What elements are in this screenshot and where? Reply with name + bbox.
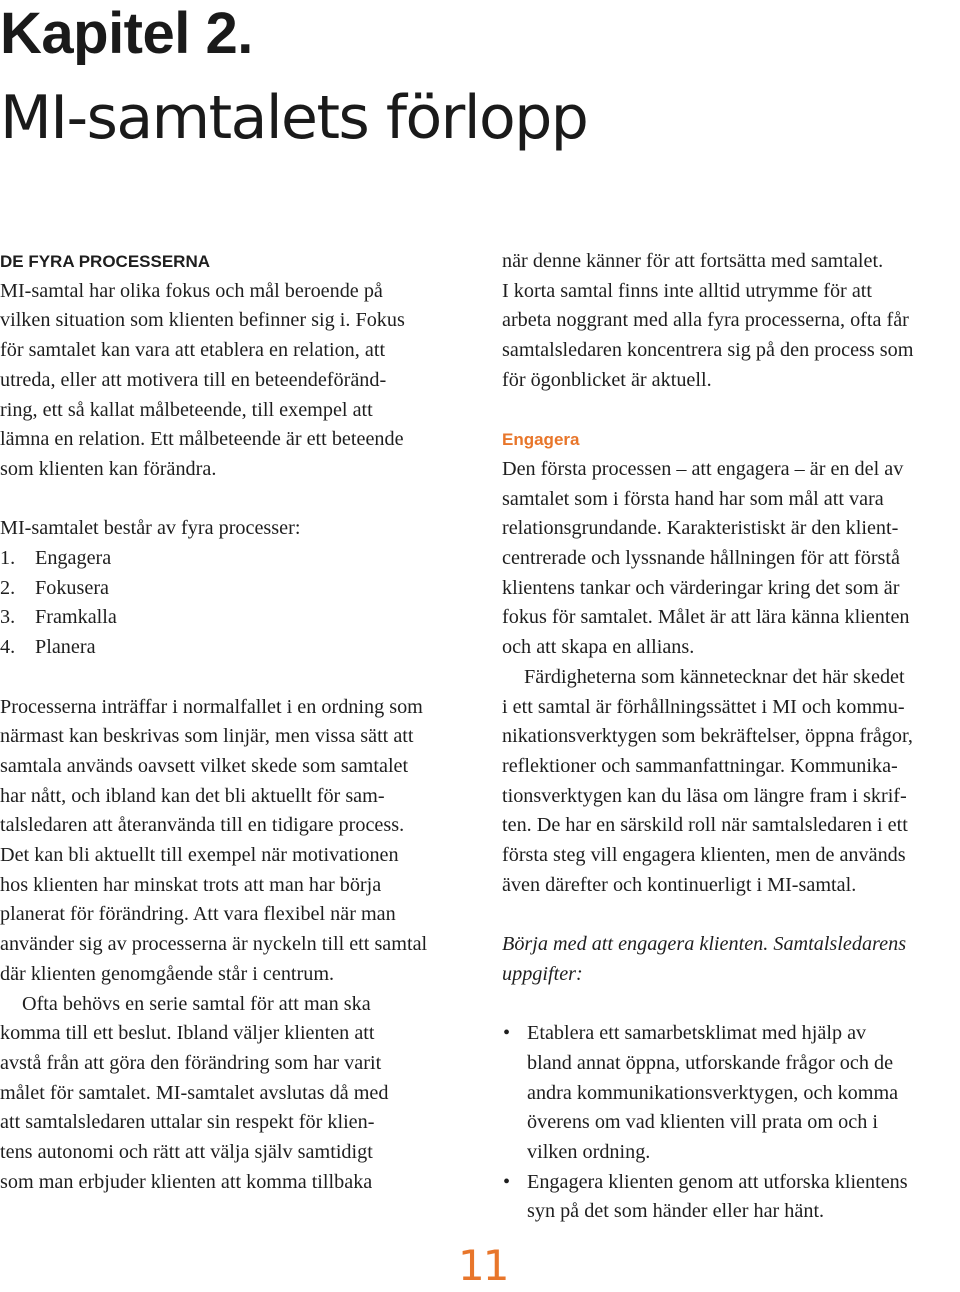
text-line: Engagera klienten genom att utforska klientens [527, 1170, 908, 1193]
right-column [502, 247, 960, 1227]
text-line: närmast kan beskrivas som linjär, men vissa sätt att [0, 725, 414, 748]
paragraph [0, 693, 470, 990]
list-item [0, 633, 470, 663]
list-number: 3. [0, 606, 16, 629]
text-line: andra kommunikationsverktygen, och komma [527, 1081, 899, 1104]
text-line: där klienten genomgående står i centrum. [0, 962, 335, 985]
paragraph [0, 990, 470, 1198]
text-line: tionsverktygen kan du läsa om längre fram i skrif- [502, 784, 907, 807]
text-line: talsledaren att återanvända till en tidigare process. [0, 814, 405, 837]
text-line: centrerade och lyssnande hållningen för att förstå [502, 547, 900, 570]
continued-paragraph [502, 247, 960, 396]
text-line: komma till ett beslut. Ibland väljer klienten att [0, 1022, 375, 1045]
text-line: Ofta behövs en serie samtal för att man ska [22, 992, 371, 1015]
text-line: samtalet som i första hand har som mål att vara [502, 487, 884, 510]
text-line: I korta samtal finns inte alltid utrymme för att [502, 279, 873, 302]
process-list [0, 544, 470, 663]
text-line: relationsgrundande. Karakteristiskt är den klient- [502, 517, 899, 540]
chapter-title: Kapitel 2. [0, 1, 253, 66]
text-line: samtala används oavsett vilket skede som samtalet [0, 754, 409, 777]
text-line: Färdigheterna som kännetecknar det här skedet [524, 665, 905, 688]
text-line: ten. De har en särskild roll när samtalsledaren i ett [502, 814, 908, 837]
list-label: Fokusera [35, 576, 110, 599]
section-heading: DE FYRA PROCESSERNA [0, 252, 211, 271]
text-line: använder sig av processerna är nyckeln till ett samtal [0, 933, 428, 956]
list-item [502, 1019, 960, 1168]
list-label: Planera [35, 636, 96, 659]
process-list-intro: MI-samtalet består av fyra processer: [0, 517, 301, 540]
text-line: när denne känner för att fortsätta med samtalet. [502, 250, 884, 272]
text-line: överens om vad klienten vill prata om och i [527, 1111, 878, 1134]
text-line: som man erbjuder klienten att komma tillbaka [0, 1170, 373, 1193]
text-line: att samtalsledaren uttalar sin respekt för klien- [0, 1111, 375, 1134]
text-line: Det kan bli aktuellt till exempel när motivationen [0, 844, 399, 867]
text-line: Processerna inträffar i normalfallet i en ordning som [0, 695, 423, 718]
text-line: hos klienten har minskat trots att man har börja [0, 873, 382, 896]
page-number: 11 [458, 1241, 508, 1290]
text-line: MI-samtal har olika fokus och mål beroende på [0, 279, 383, 302]
list-label: Framkalla [35, 606, 117, 629]
spacer [502, 900, 960, 930]
text-line: avstå från att göra den förändring som har varit [0, 1051, 382, 1074]
text-line: vilken ordning. [527, 1141, 651, 1164]
text-line: för ögonblicket är aktuell. [502, 368, 712, 391]
paragraph [502, 455, 960, 663]
paragraph [502, 663, 960, 901]
text-line: i ett samtal är förhållningssättet i MI och kommu- [502, 695, 905, 718]
text-line: första steg vill engagera klienten, men de används [502, 844, 906, 867]
list-item [0, 574, 470, 604]
text-line: arbeta noggrant med alla fyra processerna, ofta får [502, 309, 909, 332]
text-line: även därefter och kontinuerligt i MI-samtal. [502, 873, 857, 896]
text-line: Etablera ett samarbetsklimat med hjälp av [527, 1022, 867, 1045]
text-line: ring, ett så kallat målbeteende, till exempel att [0, 398, 373, 421]
text-line: fokus för samtalet. Målet är att lära känna klienten [502, 606, 910, 629]
list-number: 1. [0, 547, 16, 570]
list-item [502, 1168, 960, 1227]
text-line: bland annat öppna, utforskande frågor och de [527, 1051, 894, 1074]
task-bullet-list [502, 1019, 960, 1227]
list-number: 4. [0, 636, 16, 659]
italic-lead: Börja med att engagera klienten. Samtalsledarens uppgifter: [502, 933, 907, 985]
list-label: Engagera [35, 547, 112, 570]
spacer [502, 396, 960, 426]
text-line: utreda, eller att motivera till en beteendeföränd- [0, 368, 387, 391]
bullet-icon: • [503, 1170, 511, 1193]
text-line: har nått, och ibland kan det bli aktuellt för sam- [0, 784, 385, 807]
spacer [502, 990, 960, 1020]
text-line: och att skapa en allians. [502, 636, 695, 659]
text-line: som klienten kan förändra. [0, 457, 217, 480]
section-heading-engagera: Engagera [502, 430, 580, 450]
spacer [0, 663, 470, 693]
text-line: nikationsverktygen som bekräftelser, öppna frågor, [502, 725, 913, 748]
spacer [0, 485, 470, 515]
bullet-icon: • [503, 1022, 511, 1045]
text-line: Den första processen – att engagera – är en del av [502, 457, 904, 480]
left-column [0, 247, 470, 1197]
list-item [0, 544, 470, 574]
text-line: planerat för förändring. Att vara flexibel när man [0, 903, 396, 926]
list-item [0, 603, 470, 633]
text-line: målet för samtalet. MI-samtalet avslutas då med [0, 1081, 389, 1104]
text-line: vilken situation som klienten befinner sig i. Fokus [0, 309, 405, 332]
text-line: lämna en relation. Ett målbeteende är ett beteende [0, 428, 404, 451]
text-line: reflektioner och sammanfattningar. Kommunika- [502, 754, 898, 777]
text-line: samtalsledaren koncentrera sig på den process som [502, 339, 914, 362]
list-number: 2. [0, 576, 16, 599]
text-line: tens autonomi och rätt att välja själv samtidigt [0, 1141, 373, 1164]
intro-paragraph [0, 277, 470, 485]
chapter-subtitle: MI-samtalets förlopp [0, 83, 588, 153]
text-line: för samtalet kan vara att etablera en relation, att [0, 339, 386, 362]
text-line: syn på det som händer eller har hänt. [527, 1200, 825, 1223]
text-line: klientens tankar och värderingar kring det som är [502, 576, 900, 599]
